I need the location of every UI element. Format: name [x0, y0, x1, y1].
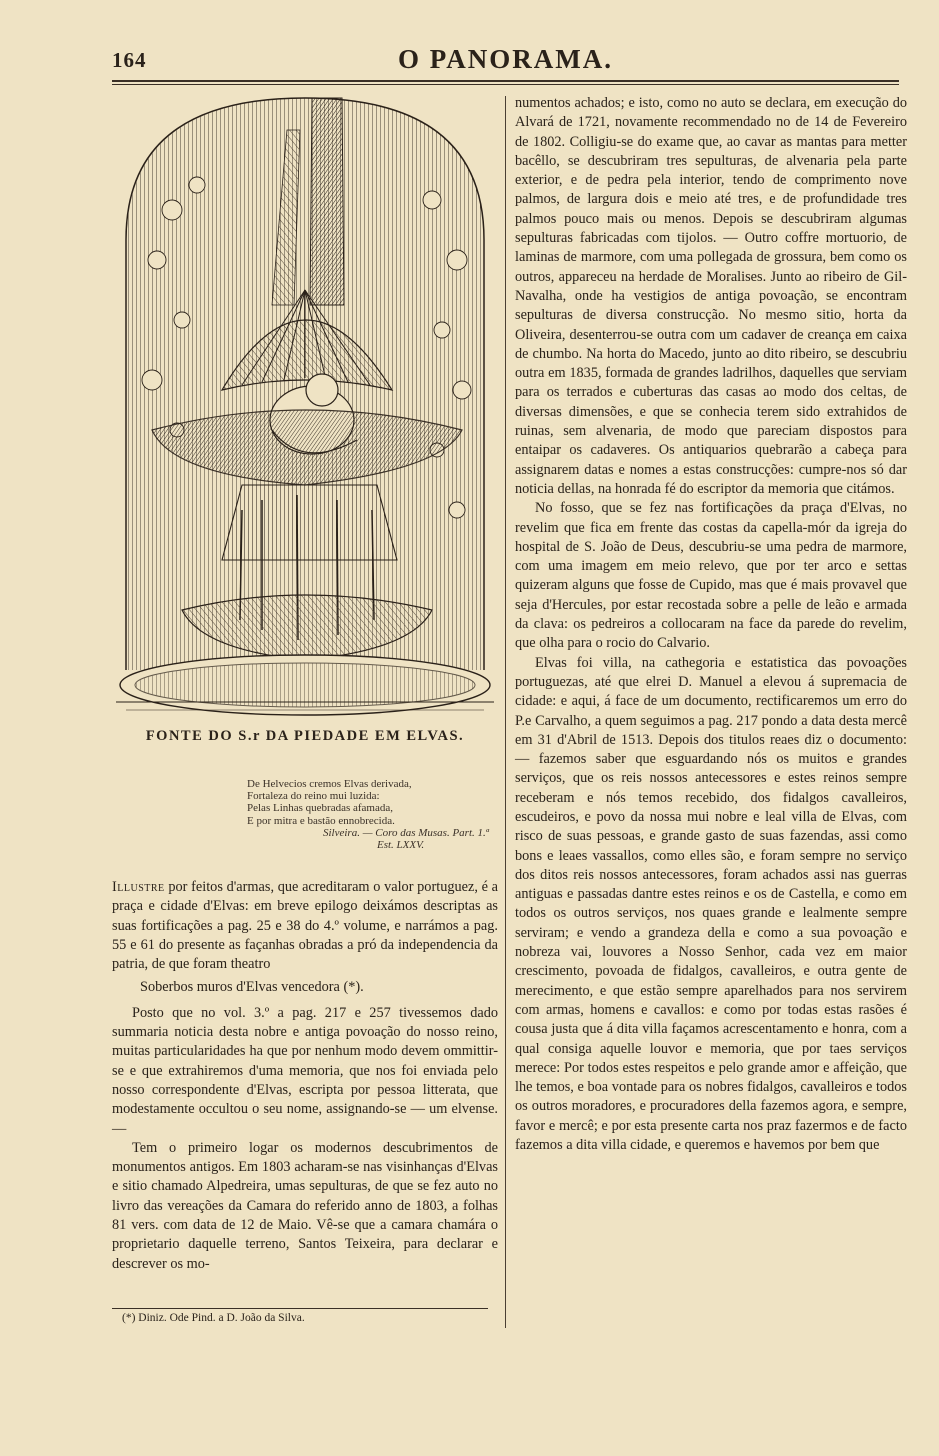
illustration-caption: FONTE DO S.r DA PIEDADE EM ELVAS. — [145, 728, 465, 744]
epigraph-citation: Silveira. — Coro das Musas. Part. 1.ª — [323, 826, 489, 839]
left-body-text — [112, 878, 498, 1274]
journal-title: O PANORAMA. — [398, 44, 613, 74]
epigraph-citation-plate: Est. LXXV. — [377, 839, 425, 852]
page-header — [112, 44, 899, 78]
epigraph-line: Fortaleza do reino mui luzida: — [247, 790, 380, 803]
header-rule-thin — [112, 84, 899, 85]
verse-quote: Soberbos muros d'Elvas vencedora (*). — [140, 979, 364, 996]
epigraph-line: E por mitra e bastão ennobrecida. — [247, 814, 395, 827]
header-rule — [112, 80, 899, 82]
footnote: (*) Diniz. Ode Pind. a D. João da Silva. — [122, 1312, 305, 1324]
drop-word: Illustre — [112, 879, 165, 895]
paragraph: Posto que no vol. 3.º a pag. 217 e 257 tivessemos dado summaria noticia desta nobre e antiga povoação do nosso reino, muitas particularidades ha que por nenhum modo devem ommittir-se e que extrahiremos d'uma memoria, que nos foi enviada pelo nosso correspondente d'Elvas, escripta por pessoa litterata, que modestamente occultou o seu nome, assignando-se — um elvense. — — [112, 1004, 498, 1137]
paragraph-text: por feitos d'armas, que acreditaram o valor portuguez, é a praça e cidade d'Elvas: em breve epilogo deixámos descriptas as suas fortificações a pag. 25 e 38 do 4.º volume, e narrámos a pag. 55 e 61 do presente as façanhas obradas a pró da independencia da patria, de que foram theatro — [112, 879, 498, 973]
paragraph: Elvas foi villa, na cathegoria e estatistica das povoações portuguezas, até que elrei D. Manuel a elevou á supremacia de cidade: e aqui, á face de um documento, rectificaremos um erro do P.e Carvalho, a quem seguimos a pag. 217 pondo a data desta mercê em 31 d'Abril de 1513. Depois dos titulos reaes diz o documento: — fazemos saber que esguardando nós os muitos e grandes serviços, que os reis nossos antecessores e estes reinos sempre receberam e nós temos recebido, dos fidalgos cavalleiros, escudeiros, e povo da nossa mui nobre e leal villa de Elvas, com risco de suas pessoas, e grande gasto de suas fazendas, assi como bons e leaes vassallos, como elles são, e foram sempre no serviço dos ditos reis nossos antecessores, foram achados assi nas guerras antiguas e passadas dantre estes reinos e os de Castella, e como em todos os outros serviços, nos quaes grande e lealmente sempre serviram; e vendo a grandeza della e como a sua povoação e nobreza vai, louvores a Nosso Senhor, cada vez em maior crescimento, povoada de fidalgos, cavalleiros, e outra gente de merecimento, e que estão sempre aparelhados para nos servirem com armas, homens e cavallos: e como por todas estas rasões é cousa justa que á dita villa façamos acrescentamento e honra, com a qual consiga aquelle louvor e memoria, que por taes serviços merece: Por todos estes respeitos e pelo grande amor e affeição, que lhe temos, e boa vontade para os nobres fidalgos, cavalleiros e todos os outros moradores, e procuradores della fazemos agora, e sempre, favor e mercê; e por esta presente carta nos praz fazermos e de facto fazemos a dita villa cidade, e queremos e havemos por bem que — [515, 654, 907, 1154]
paragraph — [112, 878, 498, 974]
page-number: 164 — [112, 48, 147, 72]
fountain-engraving — [112, 90, 498, 720]
paragraph: No fosso, que se fez nas fortificações da praça d'Elvas, no revelim que fica em frente das costas da capella-mór da igreja do hospital de S. João de Deus, descubriu-se uma pedra de marmore, com uma imagem em meio relevo, que por ter arco e settas quizeram alguns que fosse de Cupido, mas que é mais provavel que seja d'Hercules, por estar recostada sobre a pelle de leão e armada da clava: os pedreiros a collocaram na face da parede do revelim, que olha para o rocio do Calvario. — [515, 500, 907, 652]
epigraph — [247, 778, 497, 851]
paragraph: Tem o primeiro logar os modernos descubrimentos de monumentos antigos. Em 1803 acharam-se nas visinhanças d'Elvas e sitio chamado Alpedreira, umas sepulturas, de que se fez auto no livro das vereações da Camara do referido anno de 1803, a folhas 81 vers. com data de 12 de Maio. Vê-se que a camara chamára o proprietario daquelle terreno, Santos Teixeira, para declarar e descrever os mo- — [112, 1139, 498, 1272]
right-body-text — [515, 94, 907, 1155]
footnote-rule — [112, 1308, 488, 1309]
column-divider — [505, 96, 506, 1328]
epigraph-line: De Helvecios cremos Elvas derivada, — [247, 778, 412, 790]
paragraph: numentos achados; e isto, como no auto se declara, em execução do Alvará de 1721, novamente recommendado no de 14 de Fevereiro de 1802. Colligiu-se do exame que, ao cavar as mantas para metter bacêllo, se descubriram tres sepulturas, de alvenaria pela parte exterior, e de pedra pela interior, tendo de comprimento nove palmos, de largura dois e meio até tres, e de profundidade tres palmos pouco mais ou menos. Depois se descubriram algumas sepulturas fabricadas com tijolos. — Outro coffre mortuorio, de laminas de marmore, com uma pollegada de grossura, bem como os outros, appareceu na herdade de Moralises. Junto ao ribeiro de Gil-Navalha, onde ha vestigios de antiga povoação, se encontram sepulturas de diversa construcção. No mesmo sitio, horta da Oliveira, desenterrou-se outra com um cadaver de creança em caixa de chumbo. Na horta do Macedo, junto ao dito ribeiro, se descubriu outra em 1835, formada de grandes ladrilhos, daquelles que serviam para os terrados e cuberturas das casas ao modo dos celtas, de diversas dimensões, e que se conhecia terem sido extrahidos de ruinas, sem alvenaria, de modo que pareciam dispostos para entaipar os cadaveres. Os antiquarios quebrarão a cabeça para assignarem datas e nomes a estas construcções: cumpre-nos só dar noticia dellas, na honrada fé do escriptor da memoria que citámos. — [515, 95, 907, 497]
epigraph-line: Pelas Linhas quebradas afamada, — [247, 802, 393, 815]
